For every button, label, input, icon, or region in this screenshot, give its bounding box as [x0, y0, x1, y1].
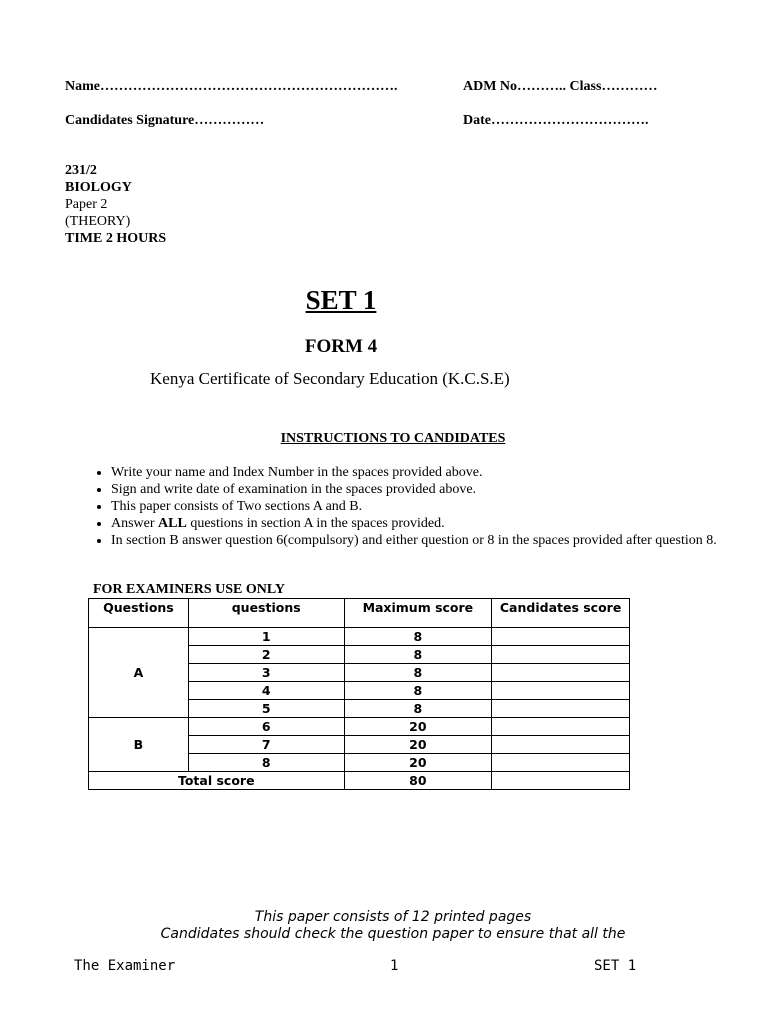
- candidate-score-cell[interactable]: [492, 700, 630, 718]
- name-field: Name……………………………………………………….: [65, 79, 398, 94]
- candidate-score-cell[interactable]: [492, 664, 630, 682]
- paper-type: (THEORY): [65, 214, 131, 229]
- candidate-score-cell[interactable]: [492, 718, 630, 736]
- table-row: [89, 628, 630, 646]
- question-cell: 4: [188, 682, 344, 700]
- candidate-score-cell[interactable]: [492, 754, 630, 772]
- adm-class-field: ADM No……….. Class…………: [463, 79, 658, 94]
- column-header: Maximum score: [344, 599, 492, 628]
- instruction-item: • Write your name and Index Number in the spaces provided above.: [111, 464, 751, 481]
- instruction-item: • This paper consists of Two sections A and B.: [111, 498, 751, 515]
- total-label: Total score: [89, 772, 345, 790]
- total-row: [89, 772, 630, 790]
- examiners-score-table: [88, 598, 630, 790]
- max-score-cell: 20: [344, 736, 492, 754]
- exam-time: TIME 2 HOURS: [65, 231, 167, 246]
- examiners-label: FOR EXAMINERS USE ONLY: [93, 582, 286, 597]
- question-cell: 8: [188, 754, 344, 772]
- question-cell: 7: [188, 736, 344, 754]
- max-score-cell: 8: [344, 682, 492, 700]
- signature-field: Candidates Signature……………: [65, 113, 265, 128]
- max-score-cell: 20: [344, 754, 492, 772]
- pages-note: This paper consists of 12 printed pages: [254, 909, 532, 925]
- max-score-cell: 8: [344, 664, 492, 682]
- total-max-score: 80: [344, 772, 492, 790]
- max-score-cell: 20: [344, 718, 492, 736]
- page-number: 1: [390, 958, 399, 974]
- max-score-cell: 8: [344, 646, 492, 664]
- question-cell: 6: [188, 718, 344, 736]
- question-cell: 5: [188, 700, 344, 718]
- question-cell: 2: [188, 646, 344, 664]
- candidate-score-cell[interactable]: [492, 646, 630, 664]
- paper-number: Paper 2: [65, 197, 108, 212]
- table-header-row: [89, 599, 630, 628]
- date-field: Date…………………………….: [463, 113, 649, 128]
- check-note: Candidates should check the question paper to ensure that all the: [160, 926, 626, 942]
- instruction-item: [111, 515, 751, 532]
- max-score-cell: 8: [344, 700, 492, 718]
- footer-left: The Examiner: [74, 958, 176, 974]
- instruction-item: • Sign and write date of examination in the spaces provided above.: [111, 481, 751, 498]
- instruction-text: Answer: [111, 516, 159, 531]
- footer-right: SET 1: [594, 958, 637, 974]
- exam-name: Kenya Certificate of Secondary Education (K.C.S.E): [150, 369, 510, 388]
- instruction-text: questions in section A in the spaces provided.: [186, 516, 445, 531]
- question-cell: 3: [188, 664, 344, 682]
- set-title: SET 1: [305, 285, 377, 315]
- table-row: [89, 718, 630, 736]
- instructions-heading: INSTRUCTIONS TO CANDIDATES: [280, 431, 506, 446]
- candidate-score-cell[interactable]: [492, 682, 630, 700]
- max-score-cell: 8: [344, 628, 492, 646]
- subject-title: BIOLOGY: [65, 180, 132, 195]
- instructions-list: [84, 464, 751, 549]
- total-candidate-score[interactable]: [492, 772, 630, 790]
- section-cell: B: [89, 718, 189, 772]
- candidate-score-cell[interactable]: [492, 736, 630, 754]
- column-header: Candidates score: [492, 599, 630, 628]
- instruction-emphasis: ALL: [158, 516, 187, 531]
- form-title: FORM 4: [304, 336, 378, 357]
- candidate-score-cell[interactable]: [492, 628, 630, 646]
- paper-code: 231/2: [65, 163, 97, 178]
- section-cell: A: [89, 628, 189, 718]
- question-cell: 1: [188, 628, 344, 646]
- instruction-item: • In section B answer question 6(compulsory) and either question or 8 in the spaces provided after question 8.: [111, 532, 751, 549]
- column-header: Questions: [89, 599, 189, 628]
- column-header: questions: [188, 599, 344, 628]
